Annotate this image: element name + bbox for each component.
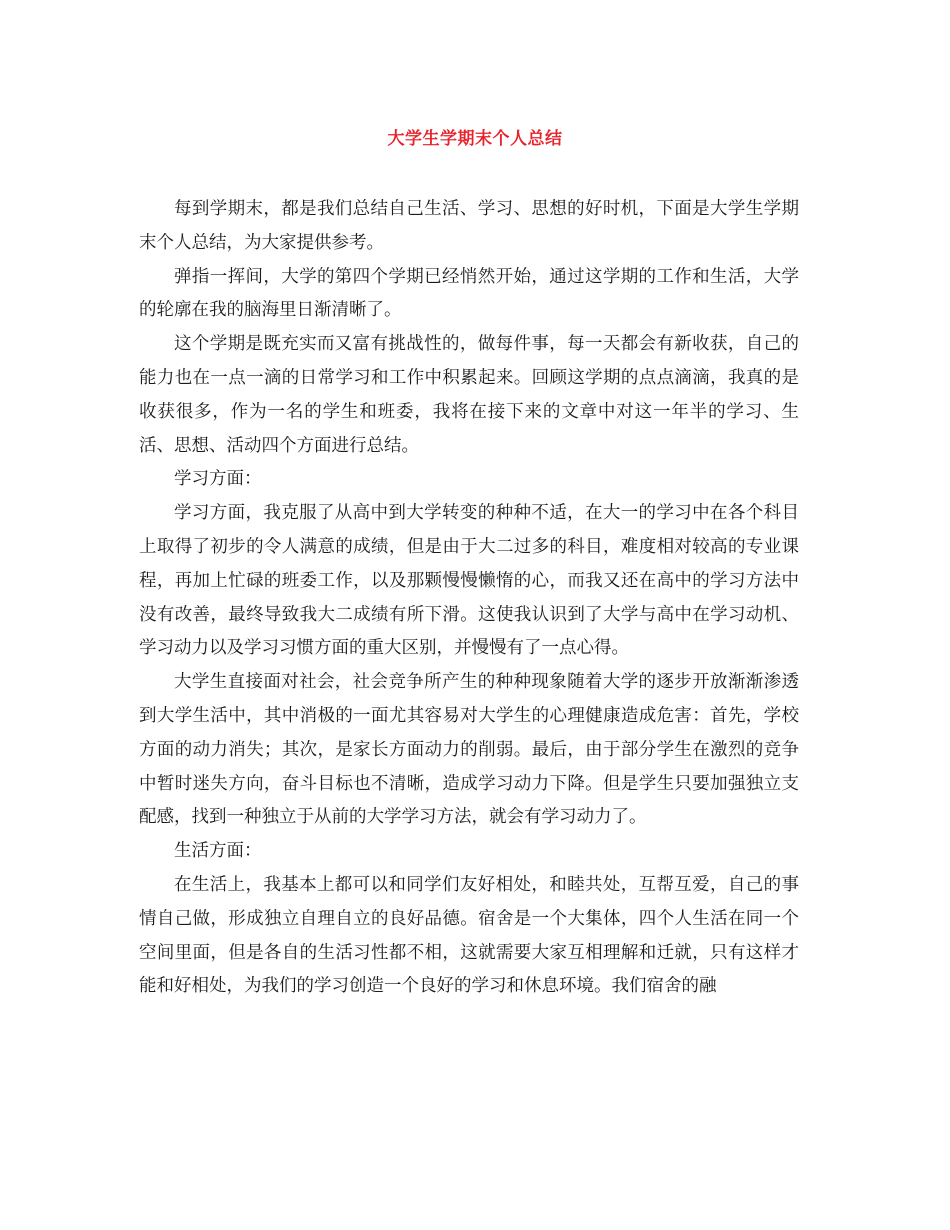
paragraph-life: 在生活上，我基本上都可以和同学们友好相处，和睦共处，互帮互爱，自己的事情自己做，形成独立自理自立的良好品德。宿舍是一个大集体，四个人生活在同一个空间里面，但是各自的生活习性都不相，这就需要大家互相理解和迁就，只有这样才能和好相处，为我们的学习创造一个良好的学习和休息环境。我们宿舍的融 — [139, 874, 799, 997]
section-heading-study: 学习方面： — [174, 469, 262, 490]
paragraph-intro: 每到学期末，都是我们总结自己生活、学习、思想的好时机，下面是大学生学期末个人总结，为大家提供参考。 — [139, 199, 799, 253]
document-body — [139, 193, 799, 1004]
paragraph-semester-review: 这个学期是既充实而又富有挑战性的，做每件事，每一天都会有新收获，自己的能力也在一点一滴的日常学习和工作中积累起来。回顾这学期的点点滴滴，我真的是收获很多，作为一名的学生和班委，我将在接下来的文章中对这一年半的学习、生活、思想、活动四个方面进行总结。 — [139, 334, 799, 456]
paragraph-semester-start: 弹指一挥间，大学的第四个学期已经悄然开始，通过这学期的工作和生活，大学的轮廓在我的脑海里日渐清晰了。 — [139, 266, 799, 321]
document-title: 大学生学期末个人总结 — [387, 129, 563, 149]
section-heading-life: 生活方面： — [174, 841, 262, 862]
paragraph-study-motivation: 大学生直接面对社会，社会竞争所产生的种种现象随着大学的逐步开放渐渐渗透到大学生活中，其中消极的一面尤其容易对大学生的心理健康造成危害：首先，学校方面的动力消失；其次，是家长方面动力的削弱。最后，由于部分学生在激烈的竞争中暂时迷失方向，奋斗目标也不清晰，造成学习动力下降。但是学生只要加强独立支配感，找到一种独立于从前的大学学习方法，就会有学习动力了。 — [139, 672, 799, 828]
paragraph-study: 学习方面，我克服了从高中到大学转变的种种不适，在大一的学习中在各个科目上取得了初步的令人满意的成绩，但是由于大二过多的科目，难度相对较高的专业课程，再加上忙碌的班委工作，以及那颗慢慢懒惰的心，而我又还在高中的学习方法中没有改善，最终导致我大二成绩有所下滑。这使我认识到了大学与高中在学习动机、学习动力以及学习习惯方面的重大区别，并慢慢有了一点心得。 — [139, 503, 799, 659]
